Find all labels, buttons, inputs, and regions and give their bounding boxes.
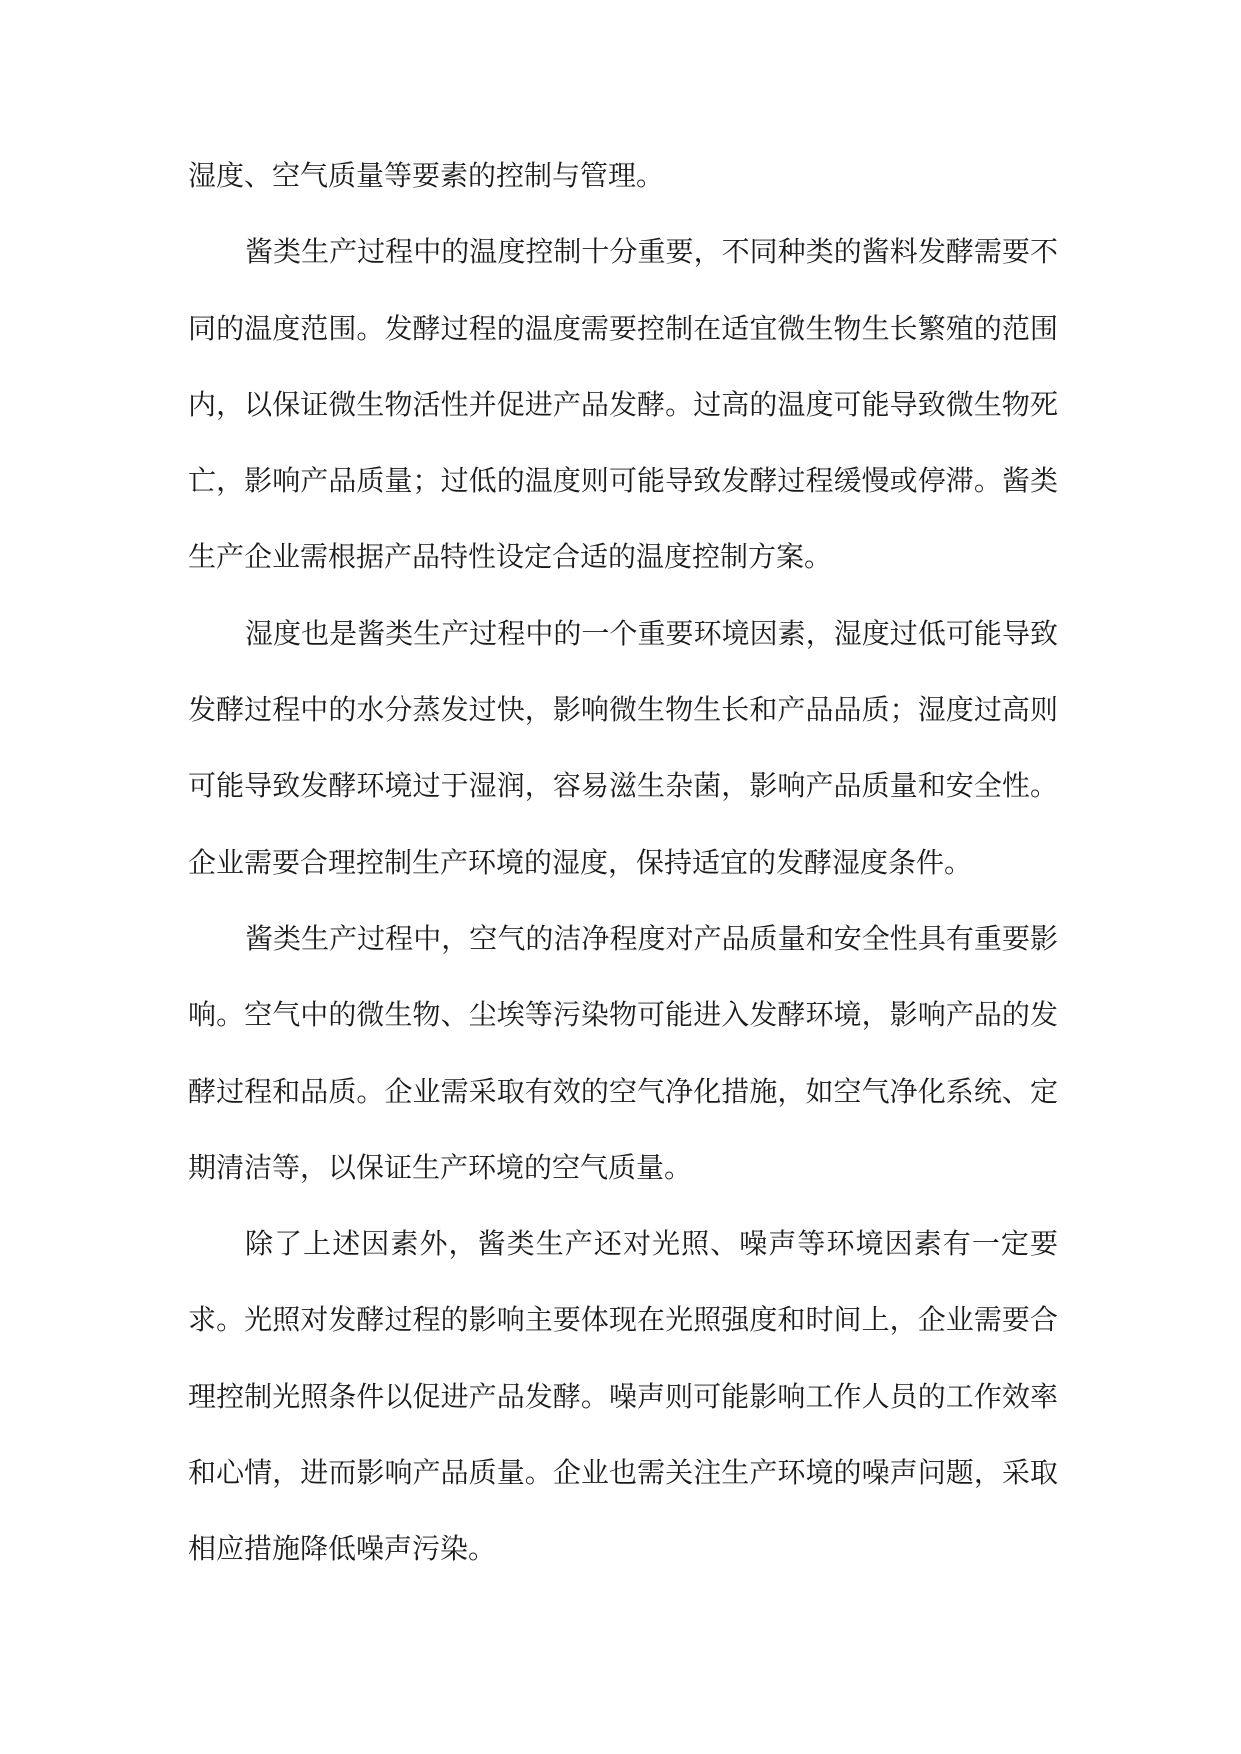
paragraph-air-quality: 酱类生产过程中，空气的洁净程度对产品质量和安全性具有重要影响。空气中的微生物、尘埃等污染物可能进入发酵环境，影响产品的发酵过程和品质。企业需采取有效的空气净化措施，如空气净化系统、定期清洁等，以保证生产环境的空气质量。 xyxy=(188,921,1058,1184)
paragraph-humidity: 湿度也是酱类生产过程中的一个重要环境因素，湿度过低可能导致发酵过程中的水分蒸发过快，影响微生物生长和产品品质；湿度过高则可能导致发酵环境过于湿润，容易滋生杂菌，影响产品质量和安全性。企业需要合理控制生产环境的湿度，保持适宜的发酵湿度条件。 xyxy=(188,616,1058,879)
paragraph-light-noise: 除了上述因素外，酱类生产还对光照、噪声等环境因素有一定要求。光照对发酵过程的影响主要体现在光照强度和时间上，企业需要合理控制光照条件以促进产品发酵。噪声则可能影响工作人员的工作效率和心情，进而影响产品质量。企业也需关注生产环境的噪声问题，采取相应措施降低噪声污染。 xyxy=(188,1227,1058,1566)
paragraph-continuation: 湿度、空气质量等要素的控制与管理。 xyxy=(188,159,665,192)
paragraph-temperature: 酱类生产过程中的温度控制十分重要，不同种类的酱料发酵需要不同的温度范围。发酵过程的温度需要控制在适宜微生物生长繁殖的范围内，以保证微生物活性并促进产品发酵。过高的温度可能导致微生物死亡，影响产品质量；过低的温度则可能导致发酵过程缓慢或停滞。酱类生产企业需根据产品特性设定合适的温度控制方案。 xyxy=(188,235,1058,574)
document-body xyxy=(188,138,1058,1588)
